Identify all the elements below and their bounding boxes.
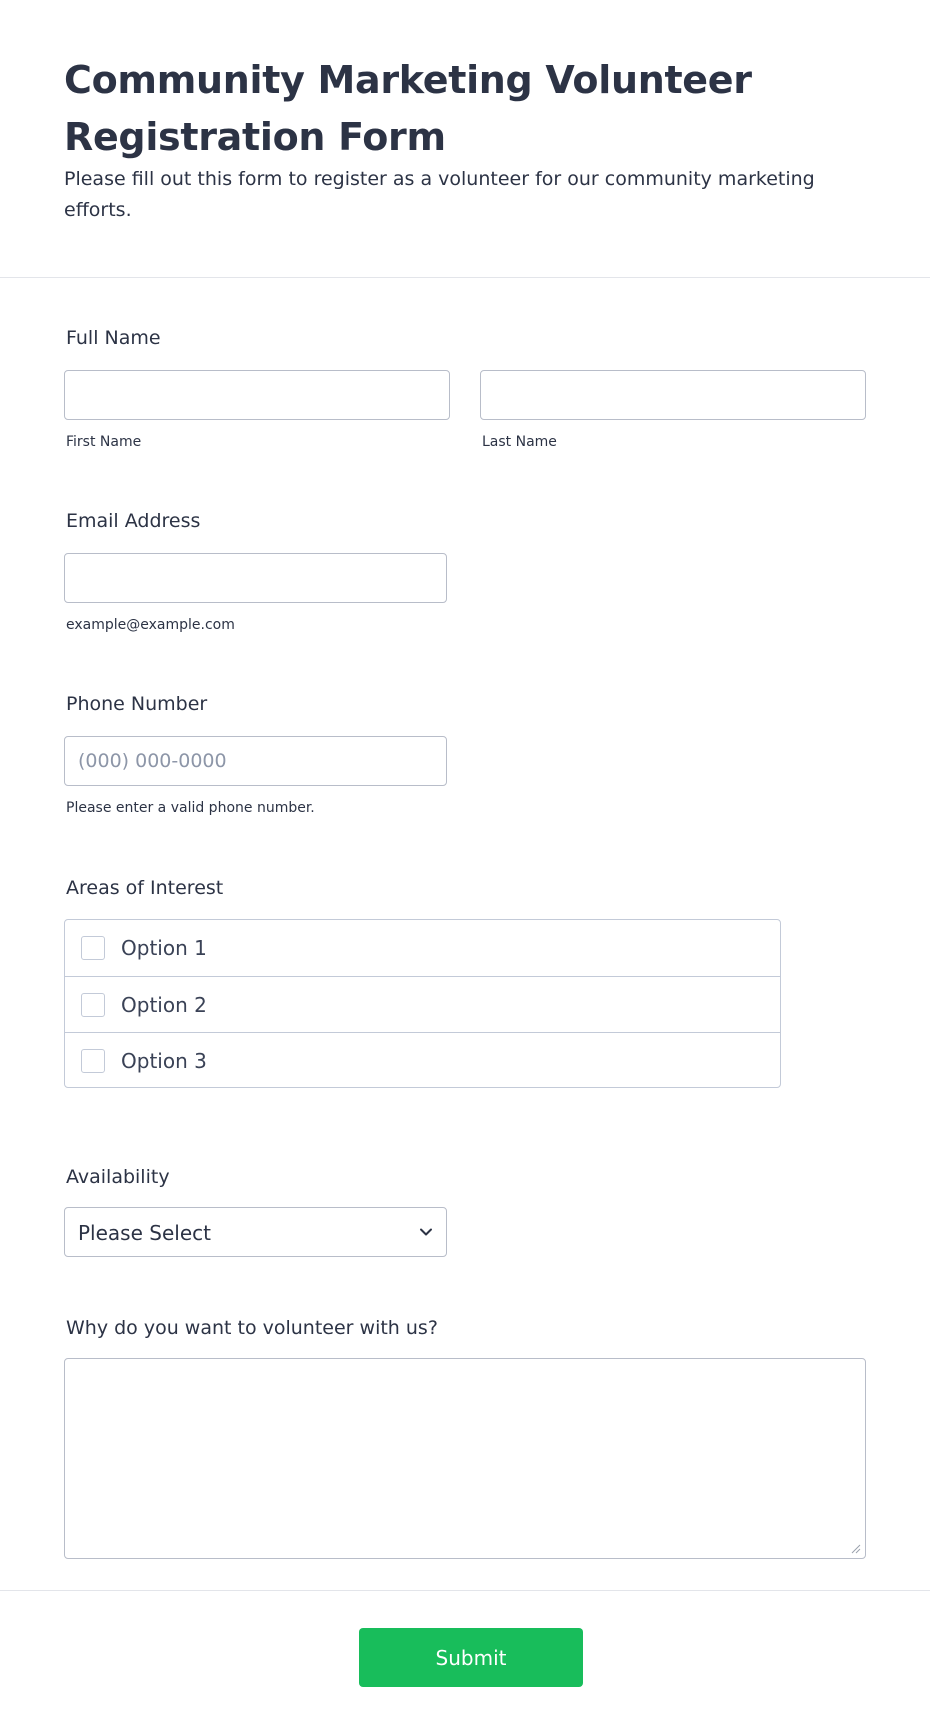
checkbox[interactable]	[81, 936, 105, 960]
interest-option-1[interactable]	[65, 920, 780, 976]
interest-option-3[interactable]	[65, 1032, 780, 1088]
page-title: Community Marketing Volunteer Registration Form	[64, 58, 752, 159]
phone-sublabel: Please enter a valid phone number.	[66, 800, 315, 816]
interests-checkbox-group	[64, 919, 781, 1088]
last-name-sublabel: Last Name	[482, 434, 557, 450]
page-subtitle: Please fill out this form to register as a volunteer for our community marketing efforts.	[64, 168, 815, 221]
checkbox[interactable]	[81, 1049, 105, 1073]
checkbox[interactable]	[81, 993, 105, 1017]
availability-select[interactable]	[64, 1207, 447, 1257]
checkbox-label: Option 3	[121, 1048, 207, 1073]
first-name-input[interactable]	[64, 370, 450, 420]
interests-label: Areas of Interest	[66, 877, 224, 899]
chevron-down-icon	[418, 1224, 434, 1240]
motivation-textarea[interactable]	[64, 1358, 866, 1559]
resize-grip-icon[interactable]	[851, 1544, 861, 1554]
form-header	[0, 0, 930, 278]
checkbox-label: Option 1	[121, 936, 207, 960]
motivation-label: Why do you want to volunteer with us?	[66, 1317, 438, 1339]
submit-button[interactable]: Submit	[359, 1628, 583, 1687]
email-sublabel: example@example.com	[66, 617, 235, 633]
select-value: Please Select	[78, 1221, 211, 1245]
footer-divider	[0, 1590, 930, 1591]
phone-label: Phone Number	[66, 693, 208, 715]
email-input[interactable]	[64, 553, 447, 603]
first-name-sublabel: First Name	[66, 434, 142, 450]
phone-input[interactable]	[64, 736, 447, 786]
checkbox-label: Option 2	[121, 992, 207, 1017]
email-label: Email Address	[66, 510, 201, 532]
interest-option-2[interactable]	[65, 976, 780, 1032]
last-name-input[interactable]	[480, 370, 866, 420]
availability-label: Availability	[66, 1166, 170, 1188]
full-name-label: Full Name	[66, 327, 161, 349]
